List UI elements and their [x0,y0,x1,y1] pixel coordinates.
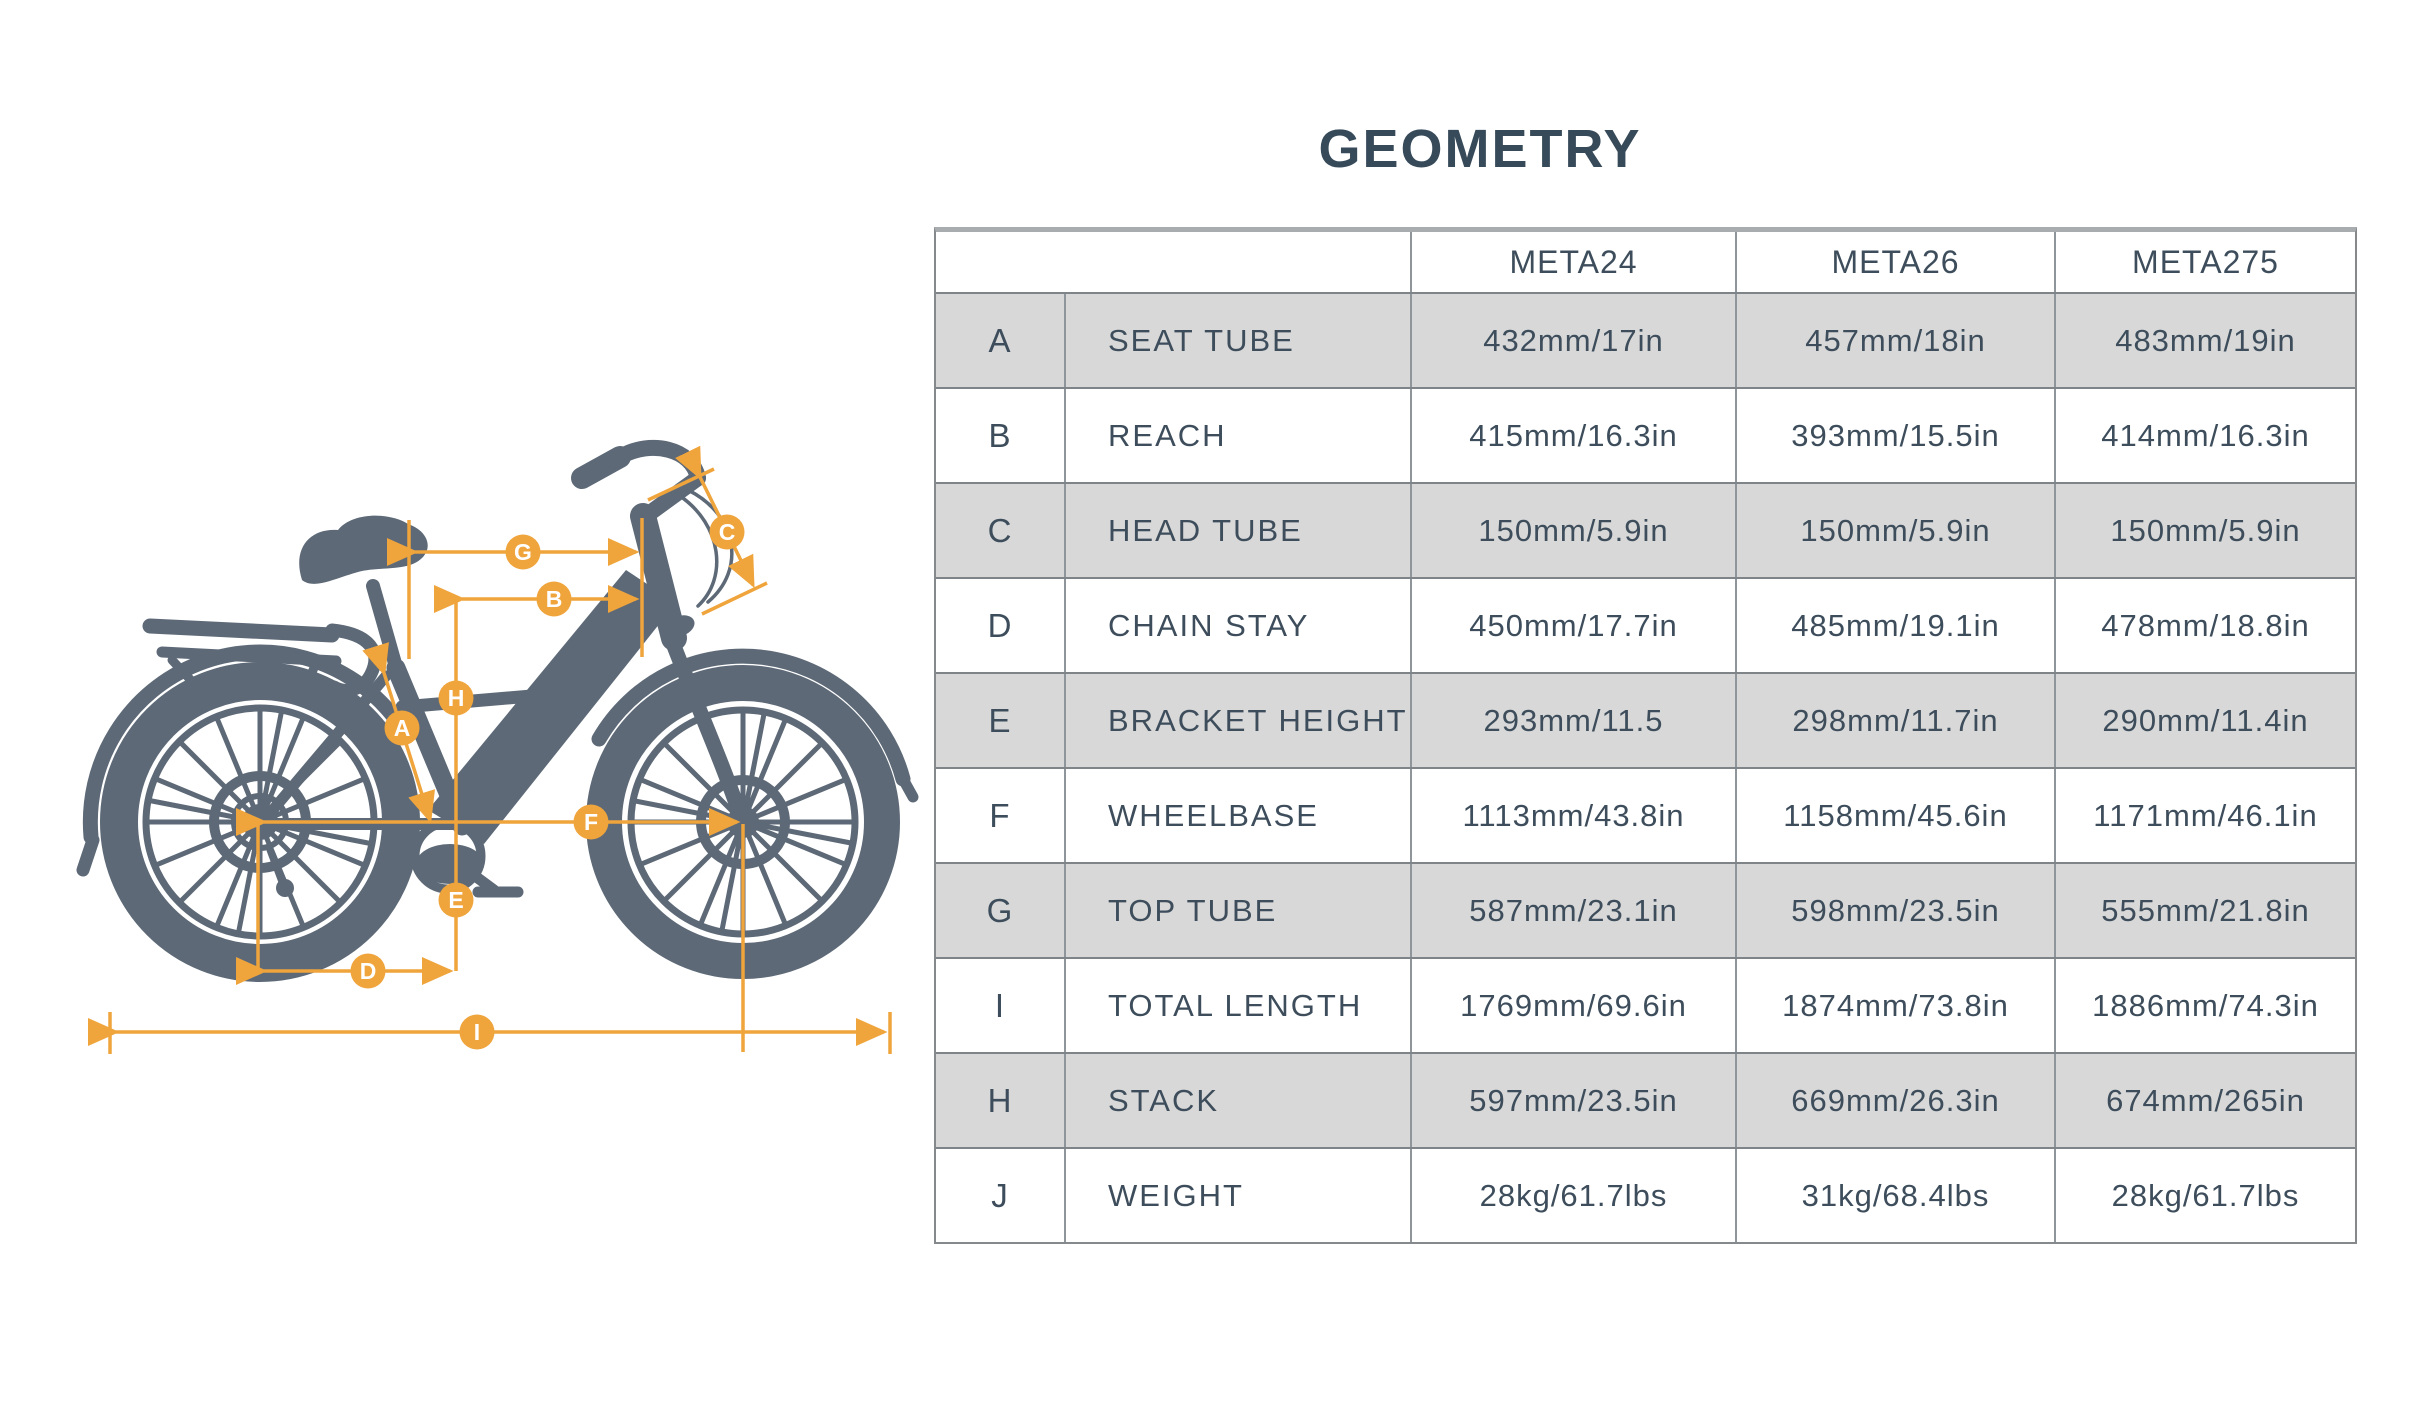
table-row [936,1149,2355,1242]
row-letter: B [936,389,1066,482]
header-spacer-cell [936,232,1412,292]
dim-letter-b: B [545,586,563,612]
spec-value: 28kg/61.7lbs [2111,1177,2300,1213]
spec-value: 298mm/11.7in [1737,674,2056,767]
spec-value: 1874mm/73.8in [1737,959,2056,1052]
dim-letter-a: A [393,715,411,741]
dim-label-i [460,1015,495,1050]
table-row [936,959,2355,1054]
row-letter: F [936,769,1066,862]
table-row [936,484,2355,579]
spec-value: 1769mm/69.6in [1412,959,1737,1052]
table-row [936,579,2355,674]
dim-label-h [439,681,474,716]
table-row [936,1054,2355,1149]
spec-value: 669mm/26.3in [1737,1054,2056,1147]
drivetrain [415,823,518,892]
grip [582,457,620,478]
spec-value: 450mm/17.7in [1412,579,1737,672]
spec-value: 432mm/17in [1412,294,1737,387]
spec-value: 290mm/11.4in [2102,702,2309,738]
spec-value: 597mm/23.5in [1412,1054,1737,1147]
handlebar [622,448,698,478]
table-row [936,864,2355,959]
spec-value: 31kg/68.4lbs [1737,1149,2056,1242]
geometry-table [934,227,2357,1244]
row-letter: G [936,864,1066,957]
row-letter: C [936,484,1066,577]
row-letter: J [936,1149,1066,1242]
spec-value: 293mm/11.5 [1412,674,1737,767]
row-letter: D [936,579,1066,672]
spec-value: 150mm/5.9in [2110,512,2301,548]
spec-value: 1886mm/74.3in [2092,987,2319,1023]
table-row [936,674,2355,769]
dim-letter-i: I [473,1019,481,1045]
dim-letter-h: H [447,685,465,711]
table-row [936,389,2355,484]
spec-value: 485mm/19.1in [1737,579,2056,672]
spec-value: 483mm/19in [2115,322,2296,358]
dim-label-f [574,805,609,840]
spec-name: STACK [1066,1054,1412,1147]
dim-label-c [710,515,745,550]
dim-label-a [385,711,420,746]
spec-value: 28kg/61.7lbs [1412,1149,1737,1242]
spec-value: 1113mm/43.8in [1412,769,1737,862]
shift-cable [680,496,717,606]
dim-label-b [537,582,572,617]
row-letter: A [936,294,1066,387]
spec-value: 674mm/265in [2106,1082,2305,1118]
dim-letter-d: D [359,958,377,984]
spec-value: 1158mm/45.6in [1737,769,2056,862]
dim-letter-c: C [718,519,736,545]
spec-name: REACH [1066,389,1412,482]
table-row [936,769,2355,864]
front-fender-lip [903,779,913,797]
spec-value: 457mm/18in [1737,294,2056,387]
spec-value: 414mm/16.3in [2101,417,2310,453]
spec-value: 1171mm/46.1in [2093,797,2318,833]
dim-label-e [439,883,474,918]
column-header-meta275: META275 [2132,243,2279,280]
spec-value: 150mm/5.9in [1737,484,2056,577]
column-header-meta24: META24 [1412,232,1737,292]
spec-value: 150mm/5.9in [1412,484,1737,577]
spec-value: 393mm/15.5in [1737,389,2056,482]
spec-value: 415mm/16.3in [1412,389,1737,482]
spec-name: WHEELBASE [1066,769,1412,862]
rear-mudflap [83,840,93,870]
dim-letter-g: G [514,539,532,565]
spec-value: 478mm/18.8in [2101,607,2310,643]
row-letter: H [936,1054,1066,1147]
bike-silhouette [83,448,913,963]
spec-name: BRACKET HEIGHT [1066,674,1412,767]
table-row [936,294,2355,389]
spec-value: 555mm/21.8in [2101,892,2310,928]
spec-name: HEAD TUBE [1066,484,1412,577]
dim-label-d [351,954,386,989]
spec-value: 598mm/23.5in [1737,864,2056,957]
dim-letter-f: F [583,809,599,835]
table-header-row [936,232,2355,294]
page-title: GEOMETRY [1318,119,1642,179]
spec-name: TOP TUBE [1066,864,1412,957]
spec-name: CHAIN STAY [1066,579,1412,672]
spec-name: SEAT TUBE [1066,294,1412,387]
spec-name: TOTAL LENGTH [1066,959,1412,1052]
bike-geometry-diagram [70,420,950,1080]
spec-name: WEIGHT [1066,1149,1412,1242]
row-letter: E [936,674,1066,767]
dim-letter-e: E [448,887,464,913]
dim-label-g [506,535,541,570]
row-letter: I [936,959,1066,1052]
column-header-meta26: META26 [1737,232,2056,292]
spec-value: 587mm/23.1in [1412,864,1737,957]
